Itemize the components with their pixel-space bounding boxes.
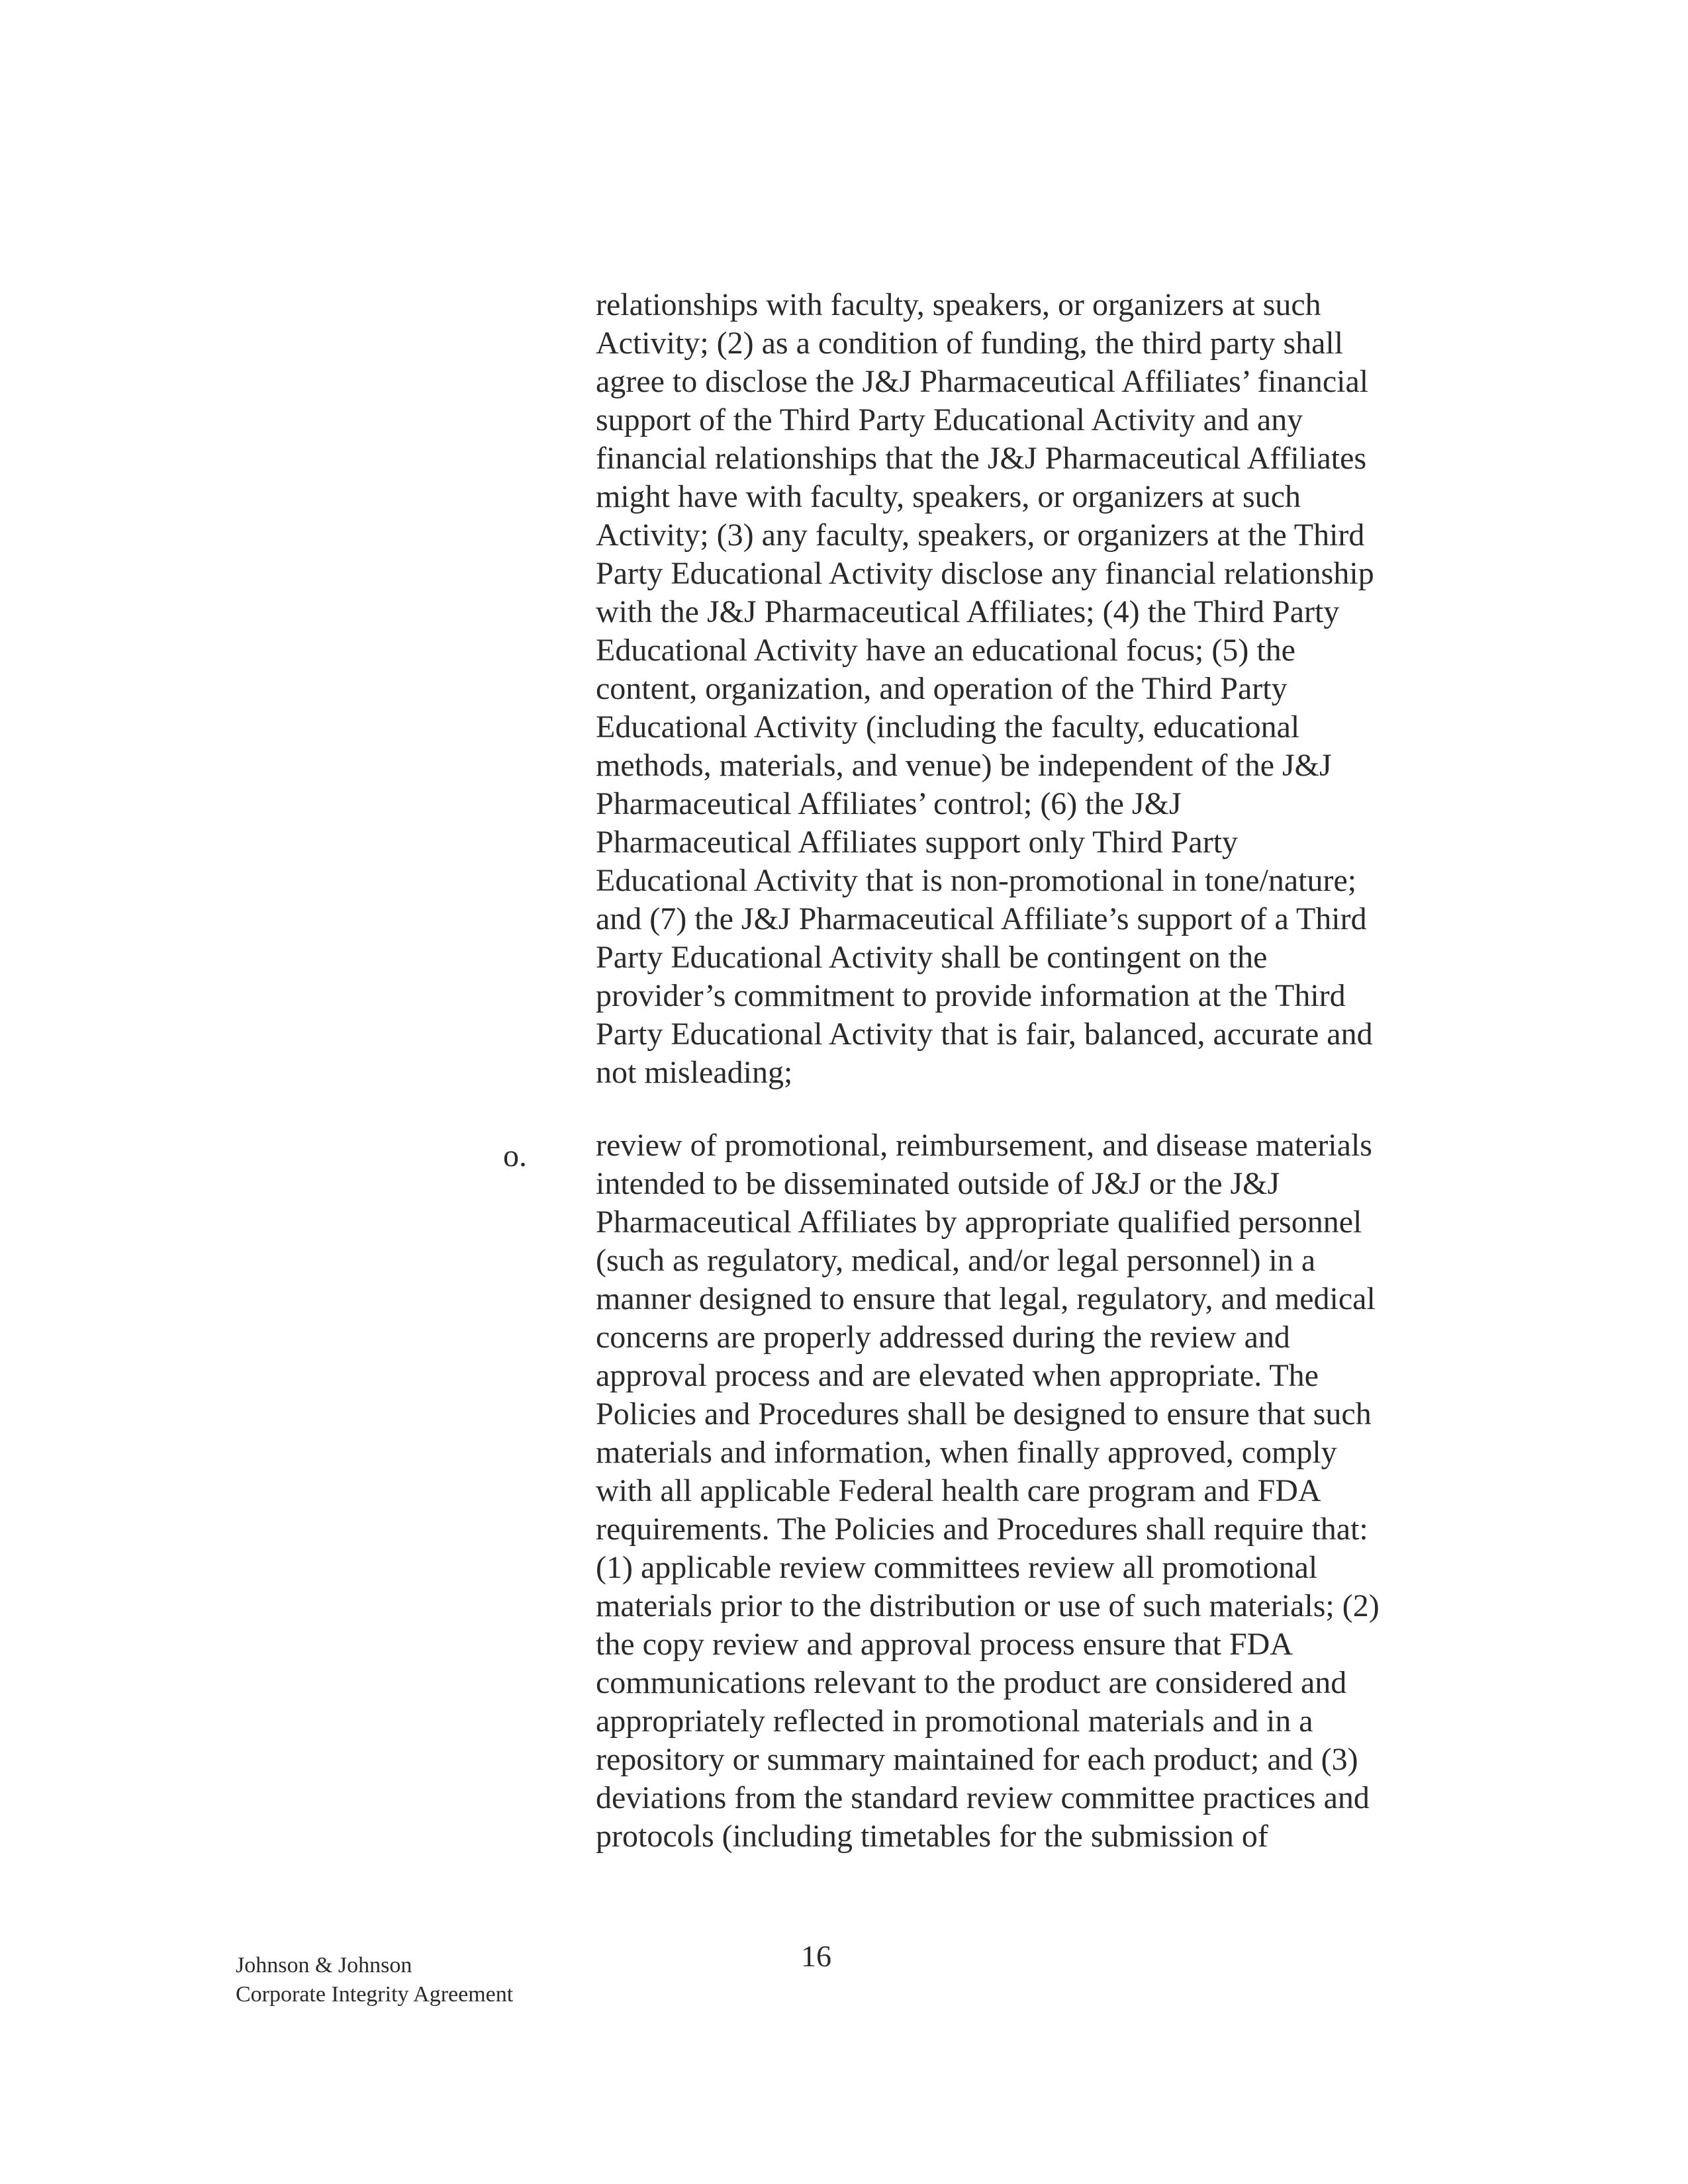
page-number: 16: [801, 1939, 831, 1973]
text-line: Policies and Procedures shall be designed to ensure that such: [596, 1396, 1372, 1432]
text-line: Activity; (3) any faculty, speakers, or organizers at the Third: [596, 518, 1365, 553]
continued-paragraph: [596, 286, 1430, 1092]
text-line: appropriately reflected in promotional materials and in a: [596, 1704, 1313, 1739]
text-line: concerns are properly addressed during the review and: [596, 1320, 1290, 1355]
text-line: approval process and are elevated when appropriate. The: [596, 1358, 1319, 1393]
text-line: review of promotional, reimbursement, and disease materials: [596, 1128, 1372, 1163]
text-line: financial relationships that the J&J Pharmaceutical Affiliates: [596, 441, 1367, 476]
text-line: materials and information, when finally approved, comply: [596, 1435, 1337, 1470]
text-line: and (7) the J&J Pharmaceutical Affiliate’s support of a Third: [596, 901, 1367, 936]
text-line: Party Educational Activity disclose any financial relationship: [596, 556, 1374, 591]
text-line: (such as regulatory, medical, and/or legal personnel) in a: [596, 1243, 1316, 1278]
text-line: deviations from the standard review committee practices and: [596, 1780, 1370, 1815]
text-line: materials prior to the distribution or use of such materials; (2): [596, 1588, 1380, 1623]
text-line: repository or summary maintained for each product; and (3): [596, 1742, 1358, 1777]
text-line: communications relevant to the product are considered and: [596, 1665, 1347, 1700]
text-line: agree to disclose the J&J Pharmaceutical Affiliates’ financial: [596, 364, 1369, 399]
footer-document-title: Corporate Integrity Agreement: [236, 1982, 514, 2007]
text-line: relationships with faculty, speakers, or organizers at such: [596, 287, 1321, 322]
text-line: Pharmaceutical Affiliates by appropriate qualified personnel: [596, 1205, 1362, 1240]
text-line: Party Educational Activity shall be contingent on the: [596, 940, 1268, 975]
text-line: Pharmaceutical Affiliates support only Third Party: [596, 825, 1239, 860]
text-line: intended to be disseminated outside of J&J or the J&J: [596, 1166, 1280, 1201]
list-item-o-paragraph: [596, 1126, 1430, 1856]
text-line: manner designed to ensure that legal, regulatory, and medical: [596, 1281, 1376, 1316]
text-line: methods, materials, and venue) be independent of the J&J: [596, 748, 1332, 783]
text-line: Party Educational Activity that is fair, balanced, accurate and: [596, 1017, 1373, 1052]
footer-company: Johnson & Johnson: [236, 1953, 412, 1978]
text-line: Educational Activity have an educational focus; (5) the: [596, 633, 1295, 668]
text-line: protocols (including timetables for the submission of: [596, 1819, 1268, 1854]
text-line: Pharmaceutical Affiliates’ control; (6) the J&J: [596, 786, 1182, 821]
text-line: the copy review and approval process ensure that FDA: [596, 1627, 1293, 1662]
text-line: with all applicable Federal health care program and FDA: [596, 1473, 1321, 1508]
text-line: Activity; (2) as a condition of funding, the third party shall: [596, 326, 1344, 361]
list-item-marker: o.: [503, 1138, 527, 1173]
text-line: provider’s commitment to provide information at the Third: [596, 978, 1346, 1013]
text-line: might have with faculty, speakers, or organizers at such: [596, 479, 1301, 514]
text-line: (1) applicable review committees review all promotional: [596, 1550, 1318, 1585]
text-line: requirements. The Policies and Procedures shall require that:: [596, 1512, 1368, 1547]
text-line: Educational Activity (including the faculty, educational: [596, 709, 1300, 745]
text-line: with the J&J Pharmaceutical Affiliates; (4) the Third Party: [596, 594, 1340, 629]
text-line: content, organization, and operation of the Third Party: [596, 671, 1288, 706]
footer-document-info: [236, 1951, 513, 2009]
text-line: support of the Third Party Educational Activity and any: [596, 402, 1303, 437]
text-line: not misleading;: [596, 1055, 793, 1090]
text-line: Educational Activity that is non-promotional in tone/nature;: [596, 863, 1357, 898]
